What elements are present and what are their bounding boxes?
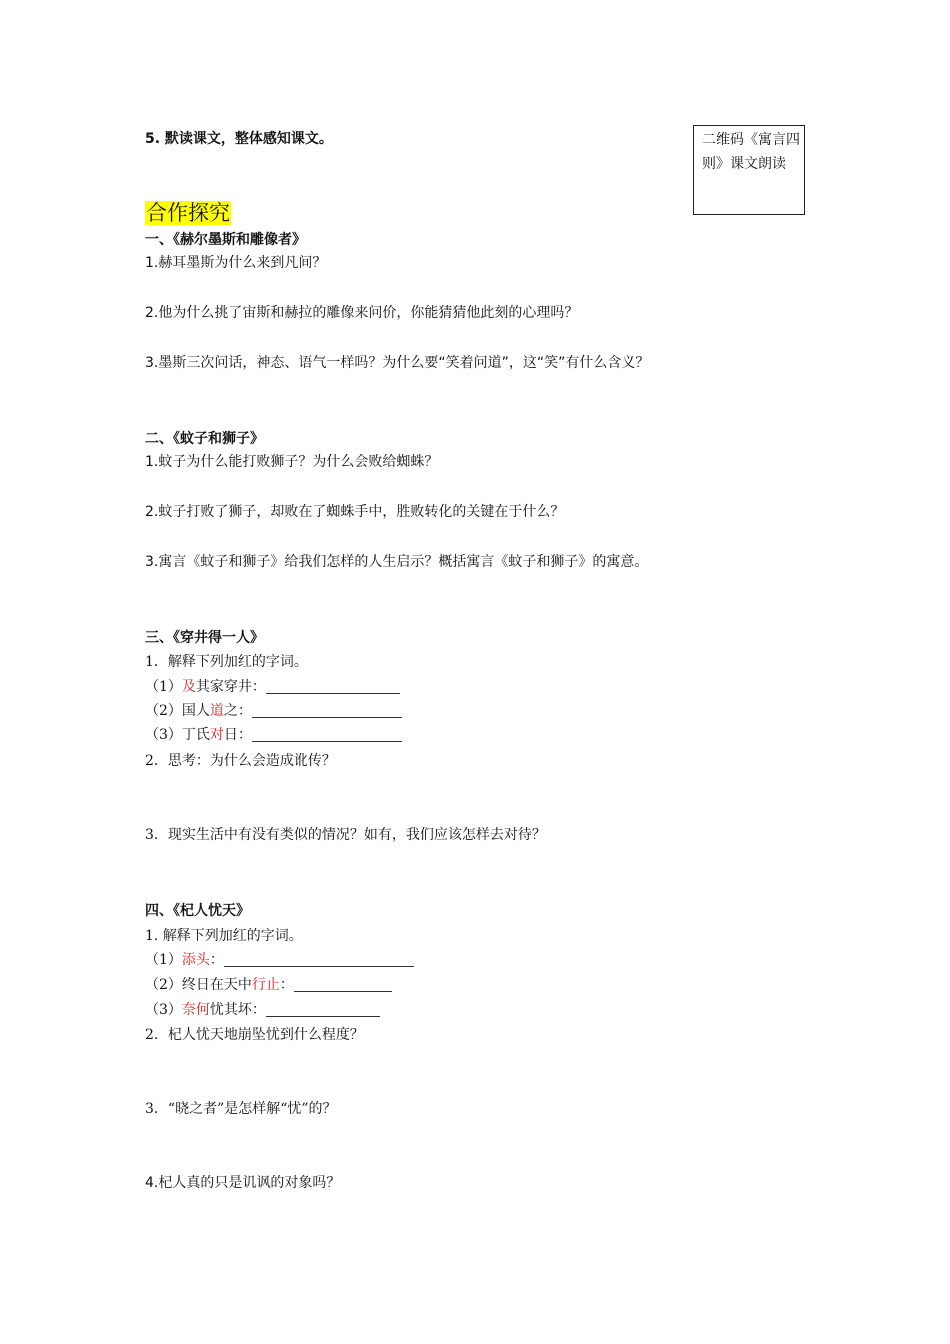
s1-question-3: 3.墨斯三次问话，神态、语气一样吗？为什么要“笑着问道”，这“笑”有什么含义？ — [145, 355, 650, 371]
s1-question-1: 1.赫耳墨斯为什么来到凡间？ — [145, 255, 327, 271]
s3-item-3-red-word: 对 — [209, 727, 224, 743]
intro-item-5: 5. 默读课文，整体感知课文。 — [145, 131, 333, 147]
s4-item-1-suffix: ： — [209, 952, 224, 968]
s3-item-2-red-word: 道 — [209, 703, 224, 719]
section-title-text: 合作探究 — [146, 201, 230, 225]
section-title — [145, 197, 231, 227]
qr-code-note: 二维码《寓言四则》课文朗读 — [693, 125, 805, 215]
s4-item-1-red-word: 添头 — [181, 952, 210, 968]
s3-item-2-suffix: 之： — [223, 703, 252, 719]
s3-item-3-suffix: 日： — [223, 727, 252, 743]
s4-question-3: 3．“晓之者”是怎样解“忧”的？ — [145, 1101, 337, 1117]
s4-item-2 — [145, 974, 392, 994]
s3-item-3 — [145, 724, 402, 744]
s3-item-1 — [145, 676, 400, 696]
s4-item-1-prefix: （1） — [145, 952, 182, 968]
s3-item-1-suffix: 其家穿井： — [195, 679, 266, 695]
s3-item-2 — [145, 700, 402, 720]
s4-item-2-suffix: ： — [279, 977, 294, 993]
s3-item-1-answer-blank[interactable] — [266, 679, 400, 694]
s1-heading: 一、《赫尔墨斯和雕像者》 — [145, 232, 306, 248]
s3-item-3-answer-blank[interactable] — [252, 727, 402, 742]
s4-item-1-answer-blank[interactable] — [224, 952, 414, 967]
s1-question-2: 2.他为什么挑了宙斯和赫拉的雕像来问价，你能猜猜他此刻的心理吗？ — [145, 305, 579, 321]
s3-question-3: 3．现实生活中有没有类似的情况？如有，我们应该怎样去对待？ — [145, 827, 546, 843]
s3-item-3-prefix: （3）丁氏 — [145, 727, 210, 743]
s3-heading: 三、《穿井得一人》 — [145, 630, 264, 646]
s4-item-3-suffix: 忧其坏： — [209, 1002, 266, 1018]
s4-question-2: 2．杞人忧天地崩坠忧到什么程度？ — [145, 1027, 364, 1043]
s4-item-1 — [145, 949, 414, 969]
s4-item-2-red-word: 行止 — [251, 977, 280, 993]
s3-question-1: 1．解释下列加红的字词。 — [145, 654, 308, 670]
s3-item-1-red-word: 及 — [181, 679, 196, 695]
s3-question-2: 2．思考：为什么会造成讹传？ — [145, 753, 336, 769]
s4-item-2-answer-blank[interactable] — [294, 977, 392, 992]
s2-question-1: 1.蚊子为什么能打败狮子？为什么会败给蜘蛛？ — [145, 454, 439, 470]
s4-item-3-answer-blank[interactable] — [266, 1002, 380, 1017]
s3-item-2-prefix: （2）国人 — [145, 703, 210, 719]
s4-item-3-prefix: （3） — [145, 1002, 182, 1018]
s4-question-1: 1. 解释下列加红的字词。 — [145, 928, 303, 944]
s4-item-3 — [145, 999, 380, 1019]
s4-item-3-red-word: 奈何 — [181, 1002, 210, 1018]
s2-question-2: 2.蚊子打败了狮子，却败在了蜘蛛手中，胜败转化的关键在于什么？ — [145, 504, 565, 520]
s3-item-1-prefix: （1） — [145, 679, 182, 695]
s4-heading: 四、《杞人忧天》 — [145, 903, 250, 919]
s2-heading: 二、《蚊子和狮子》 — [145, 431, 264, 447]
s4-question-4: 4.杞人真的只是讥讽的对象吗？ — [145, 1175, 341, 1191]
s2-question-3: 3.寓言《蚊子和狮子》给我们怎样的人生启示？概括寓言《蚊子和狮子》的寓意。 — [145, 554, 649, 570]
s4-item-2-prefix: （2）终日在天中 — [145, 977, 252, 993]
s3-item-2-answer-blank[interactable] — [252, 703, 402, 718]
